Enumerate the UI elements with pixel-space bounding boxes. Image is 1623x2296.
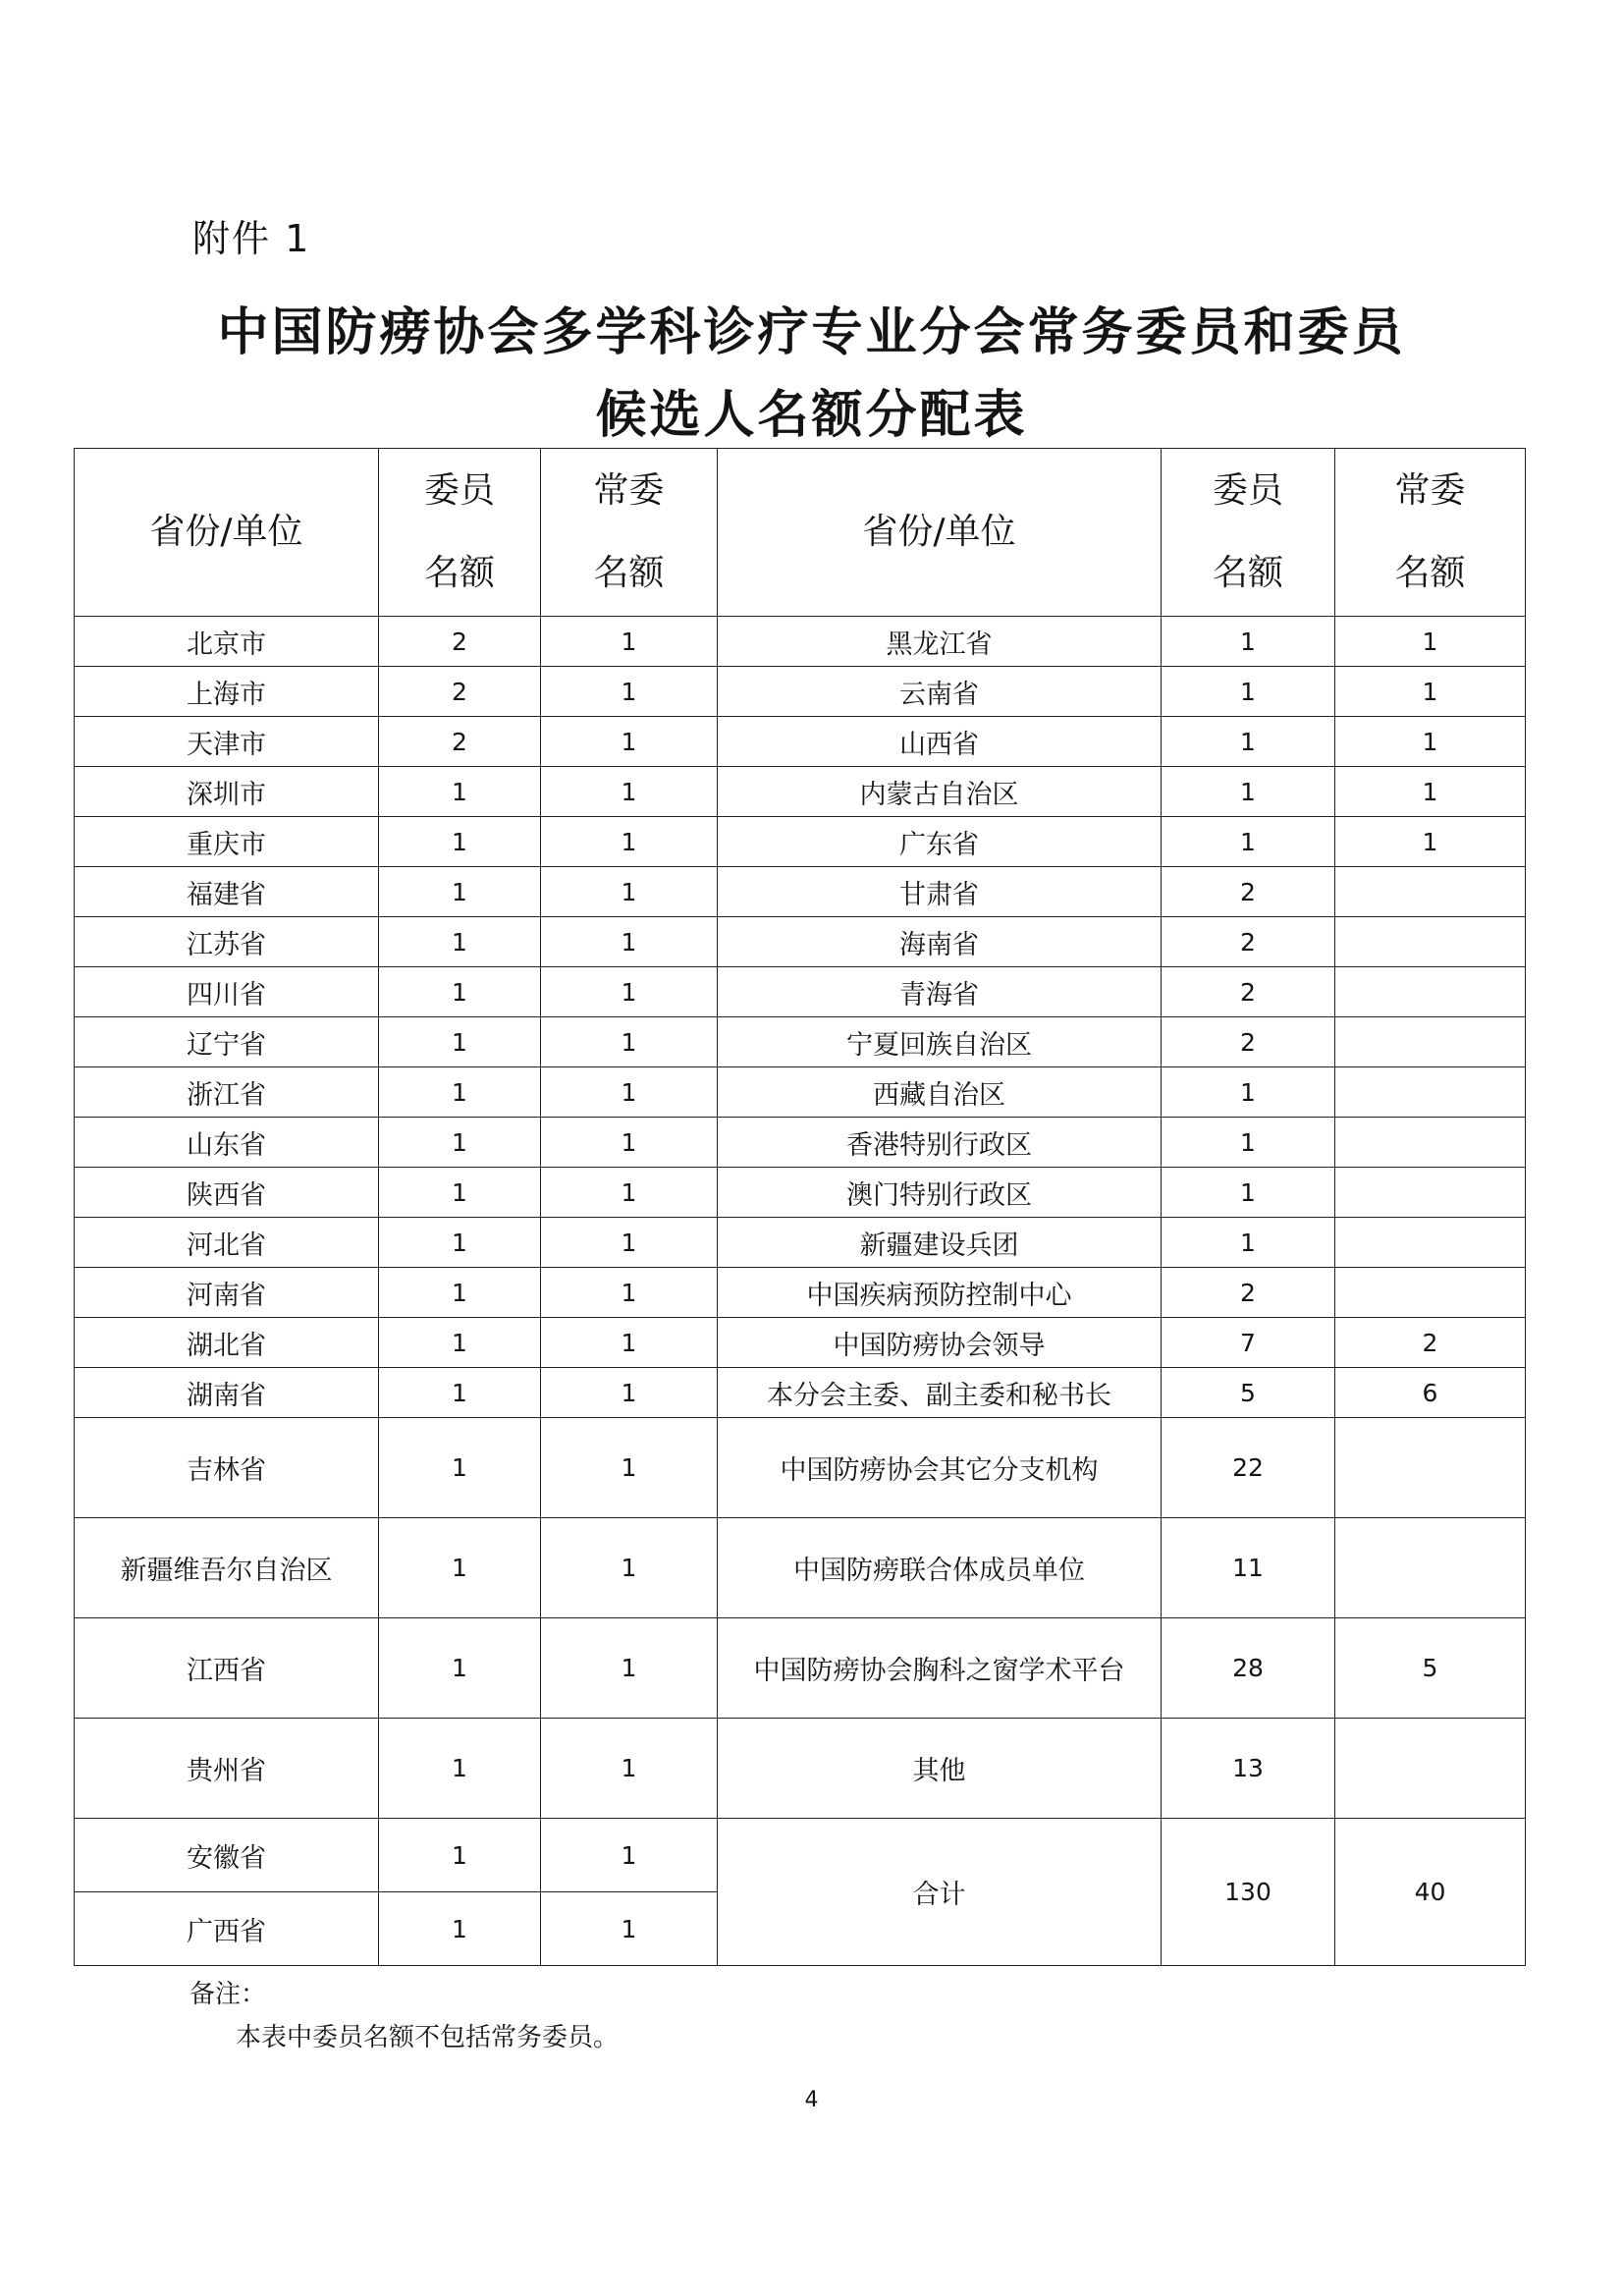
left-member-quota-cell: 1 (379, 967, 541, 1017)
left-member-quota-cell: 1 (379, 1719, 541, 1819)
right-member-quota-cell: 1 (1162, 717, 1335, 767)
table-row (75, 1368, 1526, 1418)
right-unit-cell: 其他 (718, 1719, 1162, 1819)
right-standing-quota-cell: 5 (1335, 1618, 1526, 1719)
left-member-quota-cell: 1 (379, 767, 541, 817)
right-standing-quota-cell: 40 (1335, 1819, 1526, 1966)
table-row (75, 1418, 1526, 1518)
left-unit-cell: 北京市 (75, 617, 379, 667)
right-unit-cell: 甘肃省 (718, 867, 1162, 917)
table-body (75, 617, 1526, 1966)
left-member-quota-cell: 1 (379, 917, 541, 967)
header-member-quota-left (379, 449, 541, 617)
left-member-quota-cell: 1 (379, 867, 541, 917)
table-row (75, 1719, 1526, 1819)
note-label: 备注： (189, 1980, 267, 2009)
left-member-quota-cell: 1 (379, 1218, 541, 1268)
left-unit-cell: 浙江省 (75, 1067, 379, 1118)
table-row (75, 867, 1526, 917)
table-row (75, 1618, 1526, 1719)
header-member-quota-right (1162, 449, 1335, 617)
left-member-quota-cell: 2 (379, 717, 541, 767)
right-unit-cell: 西藏自治区 (718, 1067, 1162, 1118)
left-member-quota-cell: 1 (379, 1067, 541, 1118)
right-standing-quota-cell: 2 (1335, 1318, 1526, 1368)
left-unit-cell: 湖南省 (75, 1368, 379, 1418)
table-row (75, 1518, 1526, 1618)
right-member-quota-cell: 28 (1162, 1618, 1335, 1719)
left-standing-quota-cell: 1 (541, 817, 718, 867)
table-row (75, 1268, 1526, 1318)
header-unit-right: 省份/单位 (718, 449, 1162, 617)
right-member-quota-cell: 13 (1162, 1719, 1335, 1819)
left-standing-quota-cell: 1 (541, 617, 718, 667)
right-unit-cell: 山西省 (718, 717, 1162, 767)
right-standing-quota-cell (1335, 1017, 1526, 1067)
left-standing-quota-cell: 1 (541, 767, 718, 817)
right-standing-quota-cell (1335, 967, 1526, 1017)
left-unit-cell: 贵州省 (75, 1719, 379, 1819)
table-row (75, 767, 1526, 817)
left-unit-cell: 四川省 (75, 967, 379, 1017)
right-standing-quota-cell: 1 (1335, 667, 1526, 717)
right-unit-cell: 海南省 (718, 917, 1162, 967)
table-row (75, 1218, 1526, 1268)
left-member-quota-cell: 1 (379, 1618, 541, 1719)
left-standing-quota-cell: 1 (541, 1618, 718, 1719)
right-unit-cell: 宁夏回族自治区 (718, 1017, 1162, 1067)
left-member-quota-cell: 1 (379, 1118, 541, 1168)
right-standing-quota-cell: 1 (1335, 617, 1526, 667)
right-member-quota-cell: 22 (1162, 1418, 1335, 1518)
left-unit-cell: 吉林省 (75, 1418, 379, 1518)
left-unit-cell: 安徽省 (75, 1819, 379, 1892)
right-member-quota-cell: 1 (1162, 1118, 1335, 1168)
left-standing-quota-cell: 1 (541, 1719, 718, 1819)
right-member-quota-cell: 5 (1162, 1368, 1335, 1418)
left-standing-quota-cell: 1 (541, 917, 718, 967)
left-unit-cell: 陕西省 (75, 1168, 379, 1218)
right-standing-quota-cell (1335, 1168, 1526, 1218)
table-row (75, 717, 1526, 767)
header-standing-quota-line1: 常委 (593, 470, 665, 511)
left-member-quota-cell: 2 (379, 617, 541, 667)
document-title-line1: 中国防痨协会多学科诊疗专业分会常务委员和委员 (217, 303, 1406, 362)
right-unit-cell: 中国防痨协会领导 (718, 1318, 1162, 1368)
header-member-quota-line2: 名额 (1212, 553, 1283, 593)
table-row (75, 1067, 1526, 1118)
left-member-quota-cell: 1 (379, 1892, 541, 1966)
header-member-quota-line2: 名额 (423, 553, 495, 593)
left-unit-cell: 江西省 (75, 1618, 379, 1719)
left-standing-quota-cell: 1 (541, 717, 718, 767)
note-text: 本表中委员名额不包括常务委员。 (236, 2023, 620, 2052)
header-standing-quota-left (541, 449, 718, 617)
table-header-row (75, 449, 1526, 617)
left-unit-cell: 重庆市 (75, 817, 379, 867)
left-standing-quota-cell: 1 (541, 1892, 718, 1966)
right-standing-quota-cell (1335, 1719, 1526, 1819)
left-unit-cell: 深圳市 (75, 767, 379, 817)
table-row (75, 1118, 1526, 1168)
left-member-quota-cell: 1 (379, 1017, 541, 1067)
right-member-quota-cell: 2 (1162, 1017, 1335, 1067)
left-standing-quota-cell: 1 (541, 1118, 718, 1168)
left-standing-quota-cell: 1 (541, 1067, 718, 1118)
right-standing-quota-cell (1335, 1518, 1526, 1618)
right-unit-cell: 中国疾病预防控制中心 (718, 1268, 1162, 1318)
left-member-quota-cell: 1 (379, 1418, 541, 1518)
right-unit-cell: 合计 (718, 1819, 1162, 1966)
left-unit-cell: 福建省 (75, 867, 379, 917)
table-row (75, 917, 1526, 967)
right-member-quota-cell: 1 (1162, 1168, 1335, 1218)
table-row (75, 667, 1526, 717)
right-member-quota-cell: 1 (1162, 817, 1335, 867)
header-unit-left: 省份/单位 (75, 449, 379, 617)
right-member-quota-cell: 1 (1162, 1218, 1335, 1268)
header-standing-quota-line2: 名额 (1394, 553, 1466, 593)
table-row (75, 817, 1526, 867)
left-unit-cell: 河北省 (75, 1218, 379, 1268)
table-row (75, 1819, 1526, 1892)
left-unit-cell: 辽宁省 (75, 1017, 379, 1067)
left-standing-quota-cell: 1 (541, 1368, 718, 1418)
right-unit-cell: 中国防痨协会其它分支机构 (718, 1418, 1162, 1518)
table-row (75, 617, 1526, 667)
right-unit-cell: 广东省 (718, 817, 1162, 867)
right-standing-quota-cell (1335, 917, 1526, 967)
header-standing-quota-line2: 名额 (593, 553, 665, 593)
left-standing-quota-cell: 1 (541, 967, 718, 1017)
right-unit-cell: 中国防痨联合体成员单位 (718, 1518, 1162, 1618)
left-standing-quota-cell: 1 (541, 1268, 718, 1318)
right-unit-cell: 澳门特别行政区 (718, 1168, 1162, 1218)
right-standing-quota-cell (1335, 1067, 1526, 1118)
attachment-label: 附件 1 (192, 217, 311, 260)
document-title-line2: 候选人名额分配表 (595, 386, 1028, 445)
right-member-quota-cell: 1 (1162, 767, 1335, 817)
right-standing-quota-cell: 1 (1335, 767, 1526, 817)
left-unit-cell: 河南省 (75, 1268, 379, 1318)
header-member-quota-line1: 委员 (423, 470, 495, 511)
right-unit-cell: 本分会主委、副主委和秘书长 (718, 1368, 1162, 1418)
right-standing-quota-cell (1335, 1218, 1526, 1268)
left-member-quota-cell: 1 (379, 1819, 541, 1892)
left-standing-quota-cell: 1 (541, 1168, 718, 1218)
right-unit-cell: 青海省 (718, 967, 1162, 1017)
right-unit-cell: 中国防痨协会胸科之窗学术平台 (718, 1618, 1162, 1719)
right-unit-cell: 新疆建设兵团 (718, 1218, 1162, 1268)
left-unit-cell: 湖北省 (75, 1318, 379, 1368)
right-member-quota-cell: 2 (1162, 867, 1335, 917)
left-unit-cell: 山东省 (75, 1118, 379, 1168)
table-row (75, 1318, 1526, 1368)
table-row (75, 1168, 1526, 1218)
page-number: 4 (804, 2088, 819, 2112)
left-member-quota-cell: 1 (379, 1318, 541, 1368)
right-unit-cell: 香港特别行政区 (718, 1118, 1162, 1168)
header-member-quota-line1: 委员 (1212, 470, 1283, 511)
left-standing-quota-cell: 1 (541, 1017, 718, 1067)
right-unit-cell: 内蒙古自治区 (718, 767, 1162, 817)
right-standing-quota-cell (1335, 867, 1526, 917)
right-standing-quota-cell (1335, 1118, 1526, 1168)
right-unit-cell: 云南省 (718, 667, 1162, 717)
left-unit-cell: 新疆维吾尔自治区 (75, 1518, 379, 1618)
header-standing-quota-right (1335, 449, 1526, 617)
right-member-quota-cell: 2 (1162, 917, 1335, 967)
right-standing-quota-cell: 1 (1335, 717, 1526, 767)
right-member-quota-cell: 2 (1162, 967, 1335, 1017)
left-standing-quota-cell: 1 (541, 1819, 718, 1892)
right-member-quota-cell: 1 (1162, 617, 1335, 667)
right-member-quota-cell: 11 (1162, 1518, 1335, 1618)
header-standing-quota-line1: 常委 (1394, 470, 1466, 511)
right-standing-quota-cell: 6 (1335, 1368, 1526, 1418)
left-standing-quota-cell: 1 (541, 1418, 718, 1518)
table-row (75, 1017, 1526, 1067)
left-member-quota-cell: 1 (379, 817, 541, 867)
left-member-quota-cell: 1 (379, 1268, 541, 1318)
left-unit-cell: 广西省 (75, 1892, 379, 1966)
left-standing-quota-cell: 1 (541, 867, 718, 917)
right-member-quota-cell: 2 (1162, 1268, 1335, 1318)
left-member-quota-cell: 1 (379, 1368, 541, 1418)
right-standing-quota-cell (1335, 1268, 1526, 1318)
right-member-quota-cell: 1 (1162, 667, 1335, 717)
right-member-quota-cell: 130 (1162, 1819, 1335, 1966)
quota-table (74, 448, 1526, 1966)
right-unit-cell: 黑龙江省 (718, 617, 1162, 667)
left-standing-quota-cell: 1 (541, 1218, 718, 1268)
right-standing-quota-cell (1335, 1418, 1526, 1518)
right-member-quota-cell: 7 (1162, 1318, 1335, 1368)
left-unit-cell: 天津市 (75, 717, 379, 767)
left-standing-quota-cell: 1 (541, 1518, 718, 1618)
left-member-quota-cell: 1 (379, 1518, 541, 1618)
left-standing-quota-cell: 1 (541, 667, 718, 717)
left-member-quota-cell: 1 (379, 1168, 541, 1218)
left-member-quota-cell: 2 (379, 667, 541, 717)
left-unit-cell: 江苏省 (75, 917, 379, 967)
table-row (75, 967, 1526, 1017)
left-unit-cell: 上海市 (75, 667, 379, 717)
right-standing-quota-cell: 1 (1335, 817, 1526, 867)
right-member-quota-cell: 1 (1162, 1067, 1335, 1118)
left-standing-quota-cell: 1 (541, 1318, 718, 1368)
